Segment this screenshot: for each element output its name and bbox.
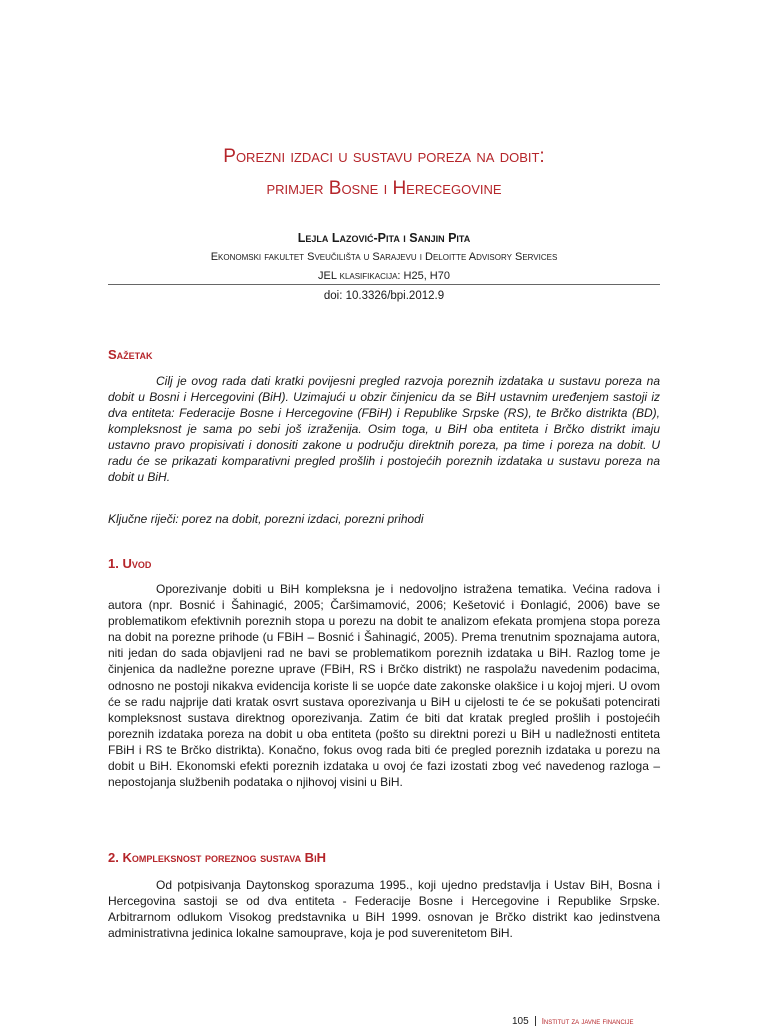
authors: Lejla Lazović-Pita i Sanjin Pita	[297, 231, 471, 245]
section-1-heading: 1. Uvod	[108, 556, 152, 571]
abstract-heading: Sažetak	[108, 347, 153, 362]
section-1-paragraph: Oporezivanje dobiti u BiH kompleksna je i nedovoljno istražena tematika. Većina radova i autora (npr. Bosnić i Šahinagić, 2005; Čaršimamović, 2006; Kešetović i Đonlagić, 2006) bave se problematikom efektivnih poreznih stopa u porezu na dobit te analizom efekata promjena stopa poreza na dobit na porezne prihode (u FBiH – Bosnić i Šahinagić, 2005). Prema trenutnim spoznajama autora, niti jedan do sada objavljeni rad ne bavi se problematikom poreznih izdataka u BiH. Razlog tome je činjenica da nadležne porezne uprave (FBiH, RS i Brčko distrikt) ne raspolažu navedenim podacima, odnosno ne postoji nikakva evidencija koriste li se uopće date zakonske olakšice i u kojoj mjeri. U ovom će se radu najprije dati kratak osvrt sustava oporezivanja u BiH u cijelosti te će se pokušati potencirati kompleksnost sustava direktnog oporezivanja. Zatim će biti dat kratak pregled prošlih i postojećih poreznih izdataka poreza na dobit u oba entiteta (pošto su direktni porezi u BiH u nadležnosti entiteta FBiH i RS te Brčko distrikta). Konačno, fokus ovog rada biti će pregled poreznih izdataka u porezu na dobit u BiH. Ekonomski efekti poreznih izdataka u ovoj će fazi izostati zbog već navedenog razloga – nepostojanja službenih podataka o njihovoj visini u BiH.	[108, 582, 660, 790]
header-divider	[108, 284, 660, 285]
affiliation: Ekonomski fakultet Sveučilišta u Sarajevu i Deloitte Advisory Services	[210, 251, 558, 263]
footer-divider	[535, 1016, 536, 1026]
paper-title-line1: Porezni izdaci u sustavu poreza na dobit:	[223, 146, 545, 167]
journal-name: Institut za javne financije	[541, 1017, 634, 1026]
section-2-paragraph: Od potpisivanja Daytonskog sporazuma 1995., koji ujedno predstavlja i Ustav BiH, Bosna i Hercegovina sastoji se od dva entiteta - Federacije Bosne i Hercegovine i Republike Srpske. Arbitrarnom odlukom Visokog predstavnika u BiH 1999. osnovan je Brčko distrikt kao jedinstvena administrativna jedinica lokalne samouprave, koja je pod suverenitetom BiH.	[108, 878, 660, 941]
page-number: 105	[512, 1016, 529, 1027]
section-2-heading: 2. Kompleksnost poreznog sustava BiH	[108, 850, 326, 865]
page-footer	[512, 1016, 633, 1027]
doi: doi: 10.3326/bpi.2012.9	[323, 290, 445, 302]
abstract-text: Cilj je ovog rada dati kratki povijesni pregled razvoja poreznih izdataka u sustavu poreza na dobit u Bosni i Hercegovini (BiH). Uzimajući u obzir činjenicu da se BiH ustavnim uređenjem sastoji iz dva entiteta: Federacije Bosne i Hercegovine (FBiH) i Republike Srpske (RS), te Brčko distrikta (BD), kompleksnost je sama po sebi još izraženija. Osim toga, u BiH oba entiteta i Brčko distrikt imaju ustavno pravo propisivati i donositi zakone u području direktnih poreza, pa time i poreza na dobit. U radu će se prikazati komparativni pregled prošlih i postojećih poreznih izdataka u sustavu poreza na dobit u BiH.	[108, 374, 660, 484]
jel-classification: JEL klasifikacija: H25, H70	[318, 270, 450, 282]
paper-title-line2: primjer Bosne i Herecegovine	[266, 178, 502, 199]
keywords: Ključne riječi: porez na dobit, porezni izdaci, porezni prihodi	[108, 512, 424, 526]
